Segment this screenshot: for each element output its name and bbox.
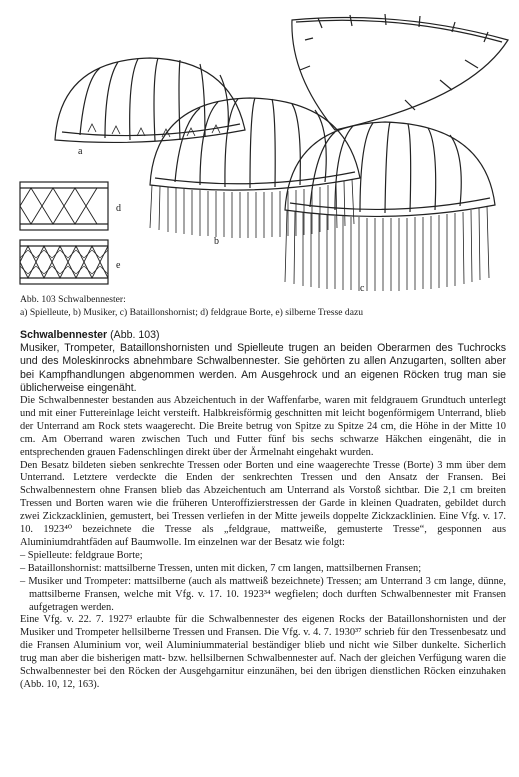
section-heading: Schwalbennester (20, 329, 108, 341)
flat-pattern-drawing (292, 14, 508, 130)
list-item-spielleute: – Spielleute: feldgraue Borte; (20, 549, 143, 561)
figure-label-b: b (214, 236, 219, 247)
nest-a-drawing (55, 58, 245, 142)
caption-line-1: Abb. 103 Schwalbennester: (20, 294, 126, 305)
illustration-schwalbennester (0, 0, 519, 305)
borte-d-drawing (20, 182, 108, 230)
section-heading-line (20, 329, 506, 342)
nest-c-drawing (285, 122, 495, 291)
figure-label-d: d (116, 203, 121, 214)
body-paragraph-2: Den Besatz bildeten sieben senkrechte Tressen oder Borten und eine waagerechte Tresse (Borte) 3 mm über dem Unterrand. Letztere verdeckte die Enden der senkrechten Tressen und den Ansatz der Fransen. Bei Schwalbennestern ohne Fransen blieb das Abzeichentuch am Unterrand als Vorstoß sichtbar. Die 2,1 cm breiten Tressen und Borten waren wie die früheren Unteroffizierstressen der Garde in kleinen Quadraten, gebildet durch zwei Zickzacklinien, gemustert, bei Tressen verliefen in der Mitte jeweils doppelte Zickzacklinien. Eine Vfg. v. 17. 10. 1923⁴⁰ bezeichnete die Tresse als „feldgraue, mattweiße, gemusterte Tresse“, gesponnen aus Aluminiumdrahtfäden auf Baumwolle. Im einzelnen war der Besatz wie folgt: (20, 459, 506, 548)
figure-label-a: a (78, 146, 83, 157)
figure-label-c: c (360, 283, 365, 294)
section-heading-ref: (Abb. 103) (110, 329, 160, 341)
lead-paragraph: Musiker, Trompeter, Bataillonshornisten und Spielleute trugen an beiden Oberarmen des Tuchrocks und des Moleskinrocks abnehmbare Schwalbennester. Sie gehörten zu allen Anzugarten, sollten aber bei Kampfhandlungen abgenommen werden. Am Ausgehrock und an eigenen Röcken trug man sie üblicherweise eingenäht. (20, 342, 506, 394)
nest-b-drawing (150, 98, 360, 238)
figure-label-e: e (116, 260, 121, 271)
list-item-musiker: – Musiker und Trompeter: mattsilberne (auch als mattweiß bezeichnete) Tressen; am Unterrand 3 cm lange, dünne, mattsilberne Fransen, welche mit Vfg. v. 17. 10. 1923³⁴ wegfielen; doch durften Schwalbennester mit Fransen aufgetragen werden. (20, 575, 506, 613)
article-text (20, 329, 506, 692)
tresse-e-drawing (20, 240, 108, 284)
lead-section (20, 329, 506, 395)
body-paragraph-1: Die Schwalbennester bestanden aus Abzeichentuch in der Waffenfarbe, waren mit feldgrauem Grundtuch unterlegt und mit einer Futtereinlage leicht versteift. Halbkreisförmig geschnitten mit leicht bogenförmigem Unterrand, blieb der Unterrand am Rock stets waagerecht. Die Breite betrug von Spitze zu Spitze 24 cm, die Höhe in der Mitte 10 cm. Am Oberrand waren zwischen Tuch und Futter fünf bis sechs schwarze Häkchen eingenäht, die in entsprechenden grauen Fadenschlingen direkt über der Ärmelnaht eingehakt wurden. (20, 395, 506, 458)
caption-line-2: a) Spielleute, b) Musiker, c) Bataillonshornist; d) feldgraue Borte, e) silberne Tresse dazu (20, 307, 364, 318)
closing-paragraph: Eine Vfg. v. 22. 7. 1927³ erlaubte für die Schwalbennester des eigenen Rocks der Bataillonshornisten und der Musiker und Trompeter hellsilberne Tressen und Fransen. Die Vfg. v. 4. 7. 1930³⁷ schrieb für den Tressenbesatz und die Fransen Aluminium vor, weil Aluminiummaterial beständiger blieb und nicht wie Silber dunkelte. Sicherlich trug man aber die bisherigen matt- bzw. hellsilbernen Schwalbennester auf. Nach der gleichen Verfügung waren die Schwalbennester bei den Röcken der Ausgehgarnitur einzunähen, bei den übrigen dienstlichen Röcken einzuhaken (Abb. 10, 12, 163). (20, 614, 506, 690)
list-item-bataillonshornist: – Bataillonshornist: mattsilberne Tressen, unten mit dicken, 7 cm langen, mattsilbernen Fransen; (20, 562, 422, 574)
figure-caption (20, 293, 510, 319)
